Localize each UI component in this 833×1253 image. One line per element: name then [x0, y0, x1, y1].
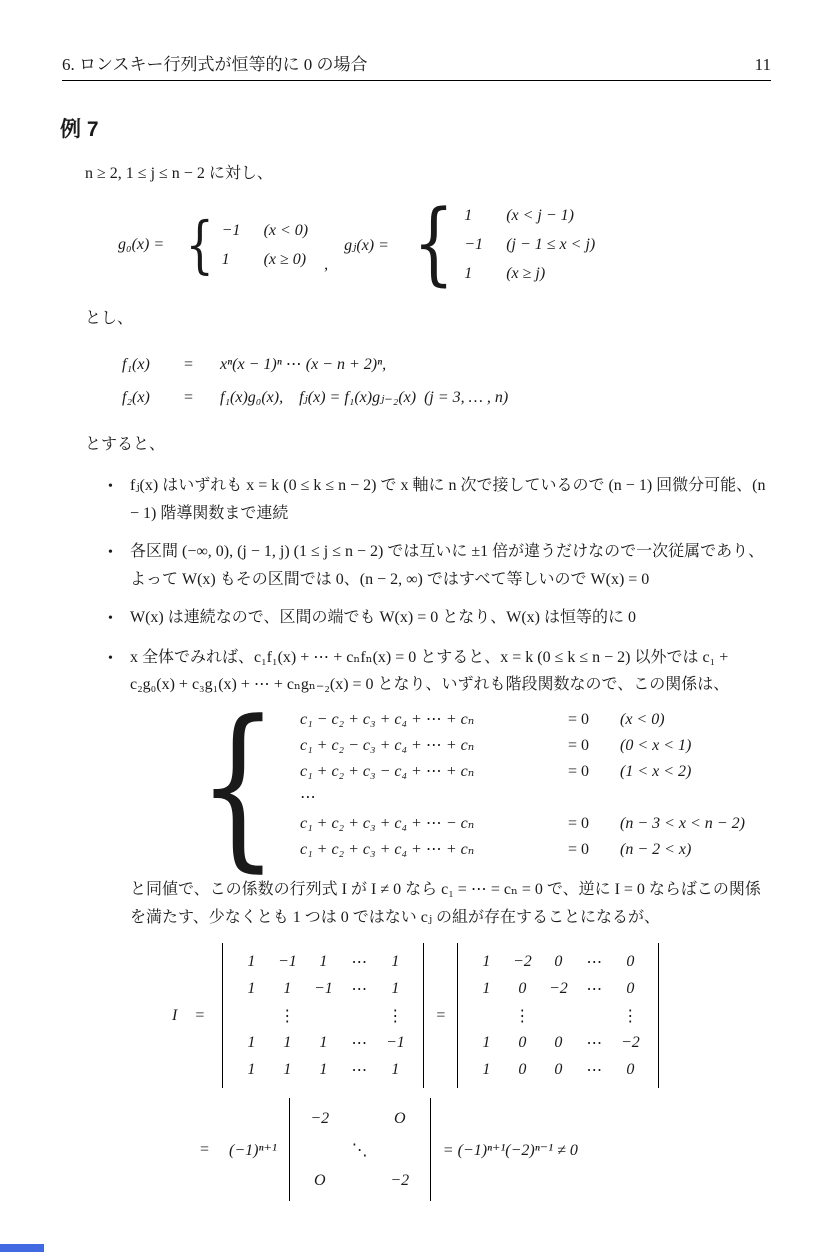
- bullet-icon: •: [108, 611, 113, 626]
- matrix-cell: [468, 1002, 504, 1029]
- matrix-cell: ⋯: [351, 980, 368, 998]
- determinant-identity-display: [172, 943, 833, 1088]
- matrix-cell: 0: [626, 952, 635, 970]
- equation-eq: = 0: [567, 737, 590, 755]
- matrix-cell: ⋯: [586, 1061, 603, 1079]
- matrix-cell: ⋮: [514, 1007, 531, 1025]
- equals-sign: =: [184, 356, 194, 373]
- bullet-list: [108, 472, 771, 699]
- system-row: [300, 785, 745, 811]
- matrix-cell: 1: [391, 979, 400, 997]
- matrix-cell: ⋮: [279, 1007, 296, 1025]
- I-symbol: I: [172, 1006, 178, 1024]
- matrix-cell: ⋮: [387, 1007, 404, 1025]
- matrix-cell: 0: [626, 1060, 635, 1078]
- matrix-cell: [340, 1103, 380, 1134]
- bullet-text: fⱼ(x) はいずれも x = k (0 ≤ k ≤ n − 2) で x 軸に n 次で接しているので (n − 1) 回微分可能、(n − 1) 階導関数まで連続: [130, 477, 766, 522]
- system-row: [300, 811, 745, 837]
- system-row: [300, 733, 745, 759]
- bullet-text: 各区間 (−∞, 0), (j − 1, j) (1 ≤ j ≤ n − 2) では互いに ±1 倍が違うだけなので一次従属であり、よって W(x) もその区間では 0、(n − 2, ∞) ではすべて等しいので W(x) = 0: [130, 543, 765, 588]
- equals-sign: =: [184, 389, 194, 406]
- system-row: [300, 707, 745, 733]
- case-row: [464, 230, 595, 259]
- matrix-cell: [341, 1002, 377, 1029]
- f-definitions-display: [122, 348, 833, 414]
- matrix-cell: 0: [626, 979, 635, 997]
- case-row: [222, 245, 309, 274]
- case-value: 1: [221, 250, 230, 268]
- matrix-cell: 1: [247, 979, 256, 997]
- matrix-cell: 1: [391, 1060, 400, 1078]
- matrix-cell: 0: [518, 1060, 527, 1078]
- case-value: −1: [221, 221, 241, 239]
- matrix-cell: 1: [247, 1033, 256, 1051]
- case-value: 1: [464, 265, 473, 282]
- matrix-cell: ⋯: [586, 953, 603, 971]
- case-condition: (j − 1 ≤ x < j): [506, 236, 596, 253]
- sign-coefficient: (−1)ⁿ⁺¹: [229, 1141, 277, 1159]
- case-condition: (x < j − 1): [506, 207, 574, 224]
- matrix-cell: 1: [391, 952, 400, 970]
- equation-lhs: c₁ + c₂ + c₃ + c₄ + ⋯ + cₙ: [299, 841, 475, 859]
- matrix-cell: 1: [482, 1033, 491, 1051]
- matrix-cell: [233, 1002, 269, 1029]
- empty-cell: [568, 785, 620, 811]
- bullet-icon: •: [108, 545, 113, 560]
- matrix-cell: 0: [554, 952, 563, 970]
- case-row: [464, 259, 595, 288]
- matrix-cell: 1: [482, 1060, 491, 1078]
- f2-rhs: f₁(x)g₀(x), fⱼ(x) = f₁(x)gⱼ₋₂(x) (j = 3, … , n): [220, 389, 509, 406]
- intro-line: n ≥ 2, 1 ≤ j ≤ n − 2 に対し、: [85, 165, 273, 182]
- equation-lhs: c₁ + c₂ + c₃ − c₄ + ⋯ + cₙ: [299, 763, 475, 781]
- matrix-cell: −2: [548, 979, 568, 997]
- system-row: [300, 759, 745, 785]
- case-value: 1: [464, 207, 473, 224]
- matrix-cell: [340, 1165, 380, 1196]
- f1-definition: [122, 348, 833, 381]
- equation-condition: (x < 0): [619, 711, 665, 729]
- equation-condition: (n − 3 < x < n − 2): [619, 815, 745, 833]
- equation-lhs: c₁ + c₂ + c₃ + c₄ + ⋯ − cₙ: [299, 815, 475, 833]
- empty-cell: [620, 785, 745, 811]
- g0-case-rows: [222, 216, 309, 274]
- list-item: [108, 472, 771, 527]
- matrix-cell: O: [393, 1109, 406, 1127]
- matrix-cell: ⋯: [586, 980, 603, 998]
- comma-separator: ,: [324, 256, 329, 273]
- g0-cases: [180, 207, 309, 281]
- equation-system-display: [182, 682, 833, 888]
- bullet-icon: •: [108, 479, 113, 494]
- matrix-grid: [468, 948, 648, 1083]
- matrix-cell: 1: [482, 979, 491, 997]
- matrix-cell: −1: [277, 952, 297, 970]
- equation-condition: (0 < x < 1): [619, 737, 692, 755]
- matrix-cell: 1: [247, 952, 256, 970]
- matrix-cell: 1: [319, 1033, 328, 1051]
- page-number: 11: [754, 55, 771, 74]
- matrix-cell: ⋮: [622, 1007, 639, 1025]
- matrix-cell: ⋯: [351, 1061, 368, 1079]
- matrix-cell: −2: [310, 1109, 330, 1127]
- matrix-cell: O: [313, 1171, 326, 1189]
- bullet-icon: •: [108, 650, 113, 666]
- matrix-cell: 0: [518, 1033, 527, 1051]
- case-condition: (x ≥ j): [506, 265, 546, 282]
- case-condition: (x ≥ 0): [263, 250, 307, 268]
- matrix-cell: ⋯: [586, 1034, 603, 1052]
- matrix-cell: [300, 1134, 340, 1165]
- f1-lhs: f₁(x): [122, 356, 150, 373]
- equation-eq: = 0: [567, 763, 590, 781]
- ellipsis-row: ⋯: [299, 789, 316, 807]
- g0-lhs: g₀(x) =: [118, 235, 165, 253]
- diagonal-determinant: [289, 1098, 431, 1201]
- equation-lhs: c₁ + c₂ − c₃ + c₄ + ⋯ + cₙ: [299, 737, 475, 755]
- final-result: = (−1)ⁿ⁺¹(−2)ⁿ⁻¹ ≠ 0: [442, 1141, 578, 1159]
- equation-eq: = 0: [567, 841, 590, 859]
- matrix-grid: [233, 948, 413, 1083]
- matrix-cell: −2: [390, 1171, 410, 1189]
- ddots-icon: ⋱: [351, 1141, 368, 1159]
- gj-case-rows: [464, 201, 595, 288]
- list-item: [108, 538, 771, 593]
- bullet-text: W(x) は連続なので、区間の端でも W(x) = 0 となり、W(x) は恒等的に 0: [130, 609, 636, 626]
- matrix-cell: −1: [385, 1033, 405, 1051]
- left-brace-icon: {: [197, 682, 279, 888]
- case-row: [222, 216, 309, 245]
- determinant-paragraph: と同値で、この係数の行列式 I が I ≠ 0 なら c₁ = ⋯ = cₙ = 0 で、逆に I = 0 ならばこの関係を満たす、少なくとも 1 つは 0 ではない cⱼ の組が存在することになるが、: [130, 881, 761, 926]
- matrix-cell: 1: [319, 1060, 328, 1078]
- f1-rhs: xⁿ(x − 1)ⁿ ⋯ (x − n + 2)ⁿ,: [220, 356, 387, 373]
- matrix-cell: −2: [620, 1033, 640, 1051]
- left-brace-icon: {: [412, 191, 455, 297]
- equals-sign: =: [200, 1140, 210, 1158]
- tosuruto-line: とすると、: [85, 436, 166, 453]
- matrix-cell: 1: [283, 1060, 292, 1078]
- footer-nav-bar[interactable]: [0, 1244, 44, 1252]
- equation-eq: = 0: [567, 711, 590, 729]
- matrix-cell: ⋯: [351, 953, 368, 971]
- matrix-cell: [540, 1002, 576, 1029]
- bullet-text: x 全体でみれば、c₁f₁(x) + ⋯ + cₙfₙ(x) = 0 とすると、x = k (0 ≤ k ≤ n − 2) 以外では c₁ + c₂g₀(x) + c₃g₁(x) + ⋯ + cₙgₙ₋₂(x) = 0 となり、いずれも階段関数なので、この関係は、: [130, 648, 730, 693]
- page-header: [62, 0, 771, 81]
- determinant-matrix-2: [457, 943, 659, 1088]
- section-heading: 6. ロンスキー行列式が恒等的に 0 の場合: [62, 55, 368, 74]
- equation-condition: (1 < x < 2): [619, 763, 692, 781]
- list-item: [108, 604, 771, 633]
- system-row: [300, 837, 745, 863]
- toshi-line: とし、: [85, 310, 134, 327]
- matrix-cell: 0: [518, 979, 527, 997]
- gj-cases: [405, 191, 596, 297]
- system-rows: [300, 707, 745, 863]
- left-brace-icon: {: [185, 207, 215, 281]
- matrix-cell: −1: [313, 979, 333, 997]
- matrix-cell: 1: [283, 979, 292, 997]
- example-title: 例 7: [60, 118, 99, 141]
- case-value: −1: [464, 236, 483, 253]
- case-condition: (x < 0): [263, 221, 309, 239]
- determinant-matrix-1: [222, 943, 424, 1088]
- f2-definition: [122, 381, 833, 414]
- f2-lhs: f₂(x): [122, 389, 150, 406]
- matrix-cell: [576, 1002, 612, 1029]
- equation-condition: (n − 2 < x): [619, 841, 692, 859]
- matrix-cell: 1: [283, 1033, 292, 1051]
- matrix-cell: 0: [554, 1060, 563, 1078]
- final-equation-display: [200, 1098, 833, 1201]
- matrix-grid: [300, 1103, 420, 1196]
- g-definitions-display: [118, 191, 833, 297]
- equals-sign: =: [436, 1006, 446, 1024]
- matrix-cell: [305, 1002, 341, 1029]
- matrix-cell: 1: [247, 1060, 256, 1078]
- equation-eq: = 0: [567, 815, 590, 833]
- case-row: [464, 201, 595, 230]
- matrix-cell: 0: [554, 1033, 563, 1051]
- matrix-cell: 1: [482, 952, 491, 970]
- matrix-cell: 1: [319, 952, 328, 970]
- matrix-cell: [380, 1134, 420, 1165]
- matrix-cell: −2: [512, 952, 532, 970]
- gj-lhs: gⱼ(x) =: [344, 236, 389, 254]
- equation-lhs: c₁ − c₂ + c₃ + c₄ + ⋯ + cₙ: [299, 711, 475, 729]
- equals-sign: =: [195, 1006, 205, 1024]
- matrix-cell: ⋯: [351, 1034, 368, 1052]
